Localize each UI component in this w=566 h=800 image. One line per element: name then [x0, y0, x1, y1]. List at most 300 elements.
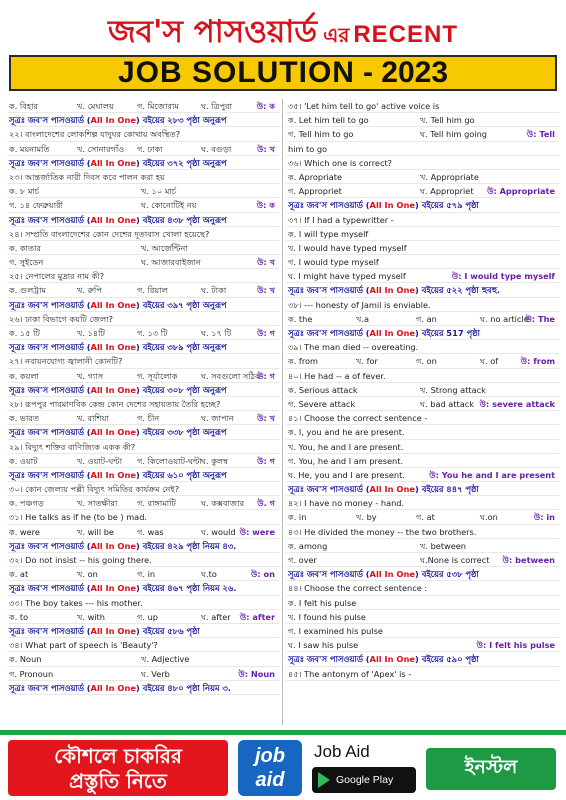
- option-text: গ. in: [137, 569, 156, 580]
- option-text: খ. by: [356, 512, 377, 523]
- option-text: গ. Pronoun: [9, 668, 54, 679]
- book-name: All In One: [90, 384, 137, 395]
- options-line: [286, 269, 559, 283]
- answer-label: উ: between: [502, 555, 555, 565]
- reference-text: ) বইয়ের ৪৪৭ পৃষ্ঠা: [415, 484, 479, 495]
- option-text: ঘ.None is correct: [420, 555, 490, 565]
- options-line: [7, 142, 279, 156]
- question-line: [7, 354, 279, 368]
- answer-label: উ: গ: [257, 370, 275, 381]
- reference-text: সূত্রঃ জব'স পাসওয়ার্ড (: [288, 285, 370, 296]
- answer-label: উ: খ: [257, 257, 275, 268]
- option-text: ঘ. I saw his pulse: [288, 640, 359, 651]
- option-text: ক. at: [9, 569, 29, 580]
- option-text: ক. ময়নামতি: [9, 143, 50, 154]
- answer-label: উ: on: [251, 569, 275, 580]
- answer-label: উ: I would type myself: [451, 271, 555, 282]
- reference-text: ) বইয়ের ৩৮৯ পৃষ্ঠা অনুরূপ: [136, 342, 227, 353]
- question-text: ৪২। I have no money - hand.: [288, 498, 405, 509]
- option-text: গ. an: [416, 313, 437, 324]
- options-line: [7, 184, 279, 198]
- book-name: All In One: [90, 299, 137, 310]
- question-line: [286, 227, 559, 241]
- option-text: ক. from: [288, 356, 318, 367]
- reference-text: সূত্রঃ জব'স পাসওয়ার্ড (: [288, 654, 370, 665]
- reference-text: ) বইয়ের ৩০৮ পৃষ্ঠা অনুরূপ: [136, 384, 227, 395]
- question-line: [286, 156, 559, 170]
- book-name: All In One: [90, 214, 137, 225]
- option-text: গ. ১৩ টি: [137, 328, 168, 338]
- banner-text: JOB SOLUTION: [117, 56, 355, 89]
- option-text: খ. for: [356, 356, 378, 367]
- option-text: ক. গুলট্রাম: [9, 285, 47, 296]
- book-name: All In One: [90, 469, 137, 480]
- options-line: [286, 468, 559, 482]
- option-text: ক. Apropriate: [288, 171, 343, 182]
- options-line: [286, 553, 559, 567]
- option-text: খ. মেঘালয়: [77, 101, 114, 111]
- option-text: খ. Appropriate: [420, 171, 479, 182]
- question-line: [7, 510, 279, 524]
- answer-label: উ: from: [520, 356, 555, 367]
- option-text: খ.a: [356, 313, 369, 324]
- question-line: [7, 127, 279, 141]
- question-text: ৩২। Do not insist -- his going there.: [9, 555, 152, 565]
- option-text: গ. Tell him to go: [288, 129, 354, 140]
- options-line: [7, 652, 279, 666]
- reference-text: সূত্রঃ জব'স পাসওয়ার্ড (: [9, 682, 91, 693]
- book-name: All In One: [369, 328, 416, 338]
- question-text: ৩৭। If I had a typewritter -: [288, 214, 394, 225]
- question-text: him to go: [288, 143, 328, 154]
- option-text: ক. Noun: [9, 654, 42, 665]
- reference-text: সূত্রঃ জব'স পাসওয়ার্ড (: [288, 328, 370, 338]
- answer-label: উ: You he and I are present: [429, 469, 555, 480]
- question-text: ৩৮। --- honesty of Jamil is enviable.: [288, 299, 431, 310]
- option-text: ক. Serious attack: [288, 384, 358, 395]
- question-text: ৪৫। The antonym of 'Apex' is -: [288, 668, 412, 679]
- book-name: All In One: [90, 583, 137, 594]
- reference-text: ) বইয়ের ৩৯৭ পৃষ্ঠা অনুরূপ: [136, 299, 227, 310]
- question-line: [7, 269, 279, 283]
- question-line: [286, 142, 559, 156]
- option-text: গ. was: [137, 526, 164, 537]
- option-text: ঘ. Appropriet: [420, 186, 474, 197]
- question-line: [7, 482, 279, 496]
- option-text: ঘ. কোনোটিই নয়: [141, 200, 197, 211]
- slogan-box: [8, 740, 228, 796]
- source-reference: [286, 326, 559, 340]
- option-text: ঘ. জাপান: [201, 413, 234, 424]
- reference-text: ) বইয়ের ৫৯০ পৃষ্ঠা: [415, 654, 479, 665]
- options-line: [7, 454, 279, 468]
- question-line: [286, 213, 559, 227]
- reference-text: ) বইয়ের ৫২২ পৃষ্ঠা হুবহু.: [415, 285, 501, 296]
- book-name: All In One: [369, 484, 416, 495]
- option-text: গ. সূর্যালোক: [137, 370, 178, 381]
- book-name: All In One: [369, 200, 416, 211]
- option-text: খ. Adjective: [141, 654, 190, 665]
- option-text: ঘ. bad attack: [420, 398, 474, 409]
- option-text: গ. ঢাকা: [137, 143, 163, 154]
- options-line: [286, 354, 559, 368]
- reference-text: সূত্রঃ জব'স পাসওয়ার্ড (: [9, 469, 91, 480]
- question-line: [7, 440, 279, 454]
- question-text: ২৮। রূপপুর পারমাণবিক কেন্দ্র কোন দেশের সহায়তায় তৈরি হচ্ছে?: [9, 398, 221, 409]
- slogan-line-2: প্রস্তুতি নিতে: [69, 769, 167, 793]
- options-line: [286, 184, 559, 198]
- option-text: খ. ১০ মার্চ: [141, 186, 177, 197]
- question-text: ৩৩। The boy takes --- his mother.: [9, 597, 143, 608]
- question-text: ক. I, you and he are present.: [288, 427, 405, 438]
- page-header: [0, 0, 566, 100]
- option-text: খ. রাশিয়া: [77, 413, 109, 424]
- source-reference: [7, 113, 279, 127]
- option-text: ক. ৮ মার্চ: [9, 186, 40, 197]
- question-line: [7, 227, 279, 241]
- option-text: ঘ. কুলম্ব: [201, 455, 228, 466]
- footer-accent-bar: [0, 730, 566, 735]
- option-text: খ. রুপি: [77, 285, 102, 296]
- options-line: [286, 539, 559, 553]
- question-line: [286, 241, 559, 255]
- option-text: খ. ওয়াট-ঘন্টা: [77, 455, 123, 466]
- reference-text: ) বইয়ের 517 পৃষ্ঠা: [415, 328, 480, 338]
- option-text: ঘ. He, you and I are present.: [288, 469, 405, 480]
- option-text: ঘ. টাকা: [201, 285, 227, 296]
- logo-line-1: job: [255, 745, 285, 767]
- option-text: গ. চীন: [137, 413, 160, 424]
- option-text: ক. বিহার: [9, 101, 39, 111]
- options-line: [7, 610, 279, 624]
- question-text: ৩৫। 'Let him tell to go' active voice is: [288, 101, 440, 111]
- question-text: ৩৯। The man died -- overeating.: [288, 342, 419, 353]
- right-column: [283, 99, 562, 725]
- option-text: ক. in: [288, 512, 307, 523]
- question-line: [7, 312, 279, 326]
- app-name: Job Aid: [314, 742, 370, 761]
- reference-text: ) বইয়ের ৩৩৮ পৃষ্ঠা অনুরূপ: [136, 427, 227, 438]
- question-text: ক. I will type myself: [288, 228, 369, 239]
- question-text: ৩৪। What part of speech is 'Beauty'?: [9, 640, 158, 651]
- option-text: গ. on: [416, 356, 437, 367]
- option-text: ক. ভারত: [9, 413, 40, 424]
- question-line: [286, 440, 559, 454]
- option-text: খ. আর্জেন্টিনা: [141, 242, 188, 253]
- source-reference: [7, 624, 279, 638]
- brand-title: জব'স পাসওয়ার্ড: [107, 14, 318, 50]
- source-reference: [286, 567, 559, 581]
- question-line: [286, 340, 559, 354]
- option-text: গ. over: [288, 555, 317, 565]
- question-text: খ. I would have typed myself: [288, 242, 407, 253]
- options-line: [7, 255, 279, 269]
- book-name: All In One: [369, 654, 416, 665]
- book-name: All In One: [90, 540, 137, 551]
- option-text: খ. সোনারগাঁও: [77, 143, 125, 154]
- options-line: [7, 198, 279, 212]
- book-name: All In One: [90, 625, 137, 636]
- reference-text: সূত্রঃ জব'স পাসওয়ার্ড (: [288, 200, 370, 211]
- reference-text: সূত্রঃ জব'স পাসওয়ার্ড (: [9, 427, 91, 438]
- answer-label: উ. গ: [257, 498, 275, 509]
- title-connector: এর: [323, 23, 350, 47]
- left-column: [4, 99, 283, 725]
- question-text: ২৩। আন্তর্জাতিক নারী দিবস কবে পালন করা হয়: [9, 171, 165, 182]
- option-text: খ. গ্যাস: [77, 370, 104, 381]
- reference-text: ) বইয়ের ৪৬৭ পৃষ্ঠা নিয়ম ২৬.: [136, 583, 237, 594]
- reference-text: ) বইয়ের ৫৮৬ পৃষ্ঠা: [136, 625, 200, 636]
- source-reference: [7, 468, 279, 482]
- option-text: খ. Tell him go: [420, 115, 475, 126]
- question-text: ২৫। নেপালের মুদ্রার নাম কী?: [9, 271, 105, 282]
- option-text: ঘ. Tell him going: [420, 129, 487, 140]
- option-text: ক. to: [9, 611, 29, 622]
- question-line: [286, 596, 559, 610]
- option-text: ঘ. ১৭ টি: [201, 328, 232, 338]
- question-text: গ. You, he and I am present.: [288, 455, 404, 466]
- question-text: ৪০। He had -- a of fever.: [288, 370, 386, 381]
- question-text: গ. I examined his pulse: [288, 625, 383, 636]
- reference-text: সূত্রঃ জব'স পাসওয়ার্ড (: [9, 384, 91, 395]
- option-text: গ. কিলোওয়াট-ঘন্টা: [137, 455, 202, 466]
- option-text: ঘ. Verb: [141, 668, 170, 679]
- question-text: খ. You, he and I are present.: [288, 441, 404, 452]
- book-name: All In One: [90, 427, 137, 438]
- option-text: খ. Strong attack: [420, 384, 486, 395]
- ad-footer[interactable]: [0, 726, 566, 800]
- option-text: গ. রিয়াল: [137, 285, 168, 296]
- options-line: [286, 113, 559, 127]
- option-text: ক. পঞ্চগড়: [9, 498, 44, 509]
- store-label: Google Play: [336, 774, 394, 786]
- slogan-line-1: কৌশলে চাকরির: [54, 744, 182, 768]
- question-line: [286, 525, 559, 539]
- source-reference: [7, 425, 279, 439]
- answer-label: উ: Appropriate: [487, 186, 555, 197]
- question-line: [7, 170, 279, 184]
- question-line: [286, 369, 559, 383]
- options-line: [286, 170, 559, 184]
- reference-text: ) বইয়ের ৫৩৮ পৃষ্ঠা: [415, 569, 479, 580]
- reference-text: ) বইয়ের ৫৭৯ পৃষ্ঠা: [415, 200, 479, 211]
- reference-text: ) বইয়ের ৪৮০ পৃষ্ঠা নিয়ম ৩.: [136, 682, 231, 693]
- option-text: ঘ. no article: [480, 313, 529, 324]
- question-line: [286, 298, 559, 312]
- reference-text: সূত্রঃ জব'স পাসওয়ার্ড (: [9, 157, 91, 168]
- option-text: ঘ. আজারবাইজান: [141, 257, 201, 268]
- question-line: [286, 411, 559, 425]
- option-text: ঘ.on: [480, 512, 498, 523]
- source-reference: [7, 213, 279, 227]
- source-reference: [286, 198, 559, 212]
- options-line: [7, 283, 279, 297]
- question-line: [286, 610, 559, 624]
- option-text: ক. কাতার: [9, 242, 42, 253]
- option-text: ঘ. কক্সবাজার: [201, 498, 245, 509]
- option-text: ক. among: [288, 540, 328, 551]
- reference-text: সূত্রঃ জব'স পাসওয়ার্ড (: [288, 484, 370, 495]
- question-text: ২৪। সম্প্রতি বাংলাদেশের কোন দেশের দূতাবাস খোলা হয়েছে?: [9, 228, 210, 239]
- answer-label: উ: ক: [256, 101, 275, 111]
- answer-label: উ: গ: [257, 455, 275, 466]
- option-text: ঘ. after: [201, 611, 231, 622]
- reference-text: সূত্রঃ জব'স পাসওয়ার্ড (: [9, 625, 91, 636]
- answer-label: উ: I felt his pulse: [476, 640, 555, 651]
- answer-label: উ: severe attack: [479, 398, 555, 409]
- reference-text: ) বইয়ের ২৮৩ পৃষ্ঠা অনুরূপ: [136, 115, 227, 126]
- options-line: [7, 496, 279, 510]
- answer-label: উ: after: [239, 611, 275, 622]
- source-reference: [286, 652, 559, 666]
- option-text: ঘ. ত্রিপুরা: [201, 101, 233, 111]
- reference-text: সূত্রঃ জব'স পাসওয়ার্ড (: [9, 540, 91, 551]
- google-play-badge[interactable]: [312, 767, 416, 793]
- option-text: ঘ. I might have typed myself: [288, 271, 406, 282]
- question-text: ২২। বাংলাদেশের লোকশিল্প যাদুঘর কোথায় অবস্থিত?: [9, 129, 181, 140]
- options-line: [7, 99, 279, 113]
- header-title: [0, 8, 566, 60]
- reference-text: ) বইয়ের ৪২৯ পৃষ্ঠা নিয়ম ৪৩.: [136, 540, 237, 551]
- install-button[interactable]: ইনস্টল: [426, 748, 556, 790]
- question-line: [7, 638, 279, 652]
- question-text: ৩০। কোন জেলায় পল্লী বিদ্যুৎ সমিতির কার্যক্রম নেই?: [9, 484, 180, 495]
- options-line: [7, 525, 279, 539]
- option-text: খ. ১৪টি: [77, 328, 106, 338]
- reference-text: ) বইয়ের ৩৭২ পৃষ্ঠা অনুরূপ: [136, 157, 227, 168]
- option-text: ঘ.to: [201, 569, 217, 580]
- question-text: গ. I would type myself: [288, 257, 379, 268]
- question-text: ২৯। বিদ্যুৎ শক্তির বাণিজ্যিক একক কী?: [9, 441, 136, 452]
- question-line: [286, 496, 559, 510]
- question-text: খ. I found his pulse: [288, 611, 366, 622]
- option-text: খ. will be: [77, 526, 114, 537]
- reference-text: সূত্রঃ জব'স পাসওয়ার্ড (: [9, 214, 91, 225]
- option-text: গ. up: [137, 611, 158, 622]
- options-line: [7, 241, 279, 255]
- book-name: All In One: [90, 682, 137, 693]
- question-text: ৩১। He talks as if he (to be ) mad.: [9, 512, 147, 523]
- option-text: খ. on: [77, 569, 98, 580]
- answer-label: উ: খ: [257, 413, 275, 424]
- option-text: ঘ. সবগুলো সঠিক: [201, 370, 261, 381]
- answer-label: উ: গ: [257, 328, 275, 338]
- reference-text: সূত্রঃ জব'স পাসওয়ার্ড (: [9, 115, 91, 126]
- option-text: গ. Appropriet: [288, 186, 342, 197]
- option-text: খ. সাতক্ষীরা: [77, 498, 118, 509]
- source-reference: [7, 156, 279, 170]
- option-text: খ. with: [77, 611, 105, 622]
- question-text: ৩৬। Which one is correct?: [288, 157, 393, 168]
- option-text: ক. ওয়াট: [9, 455, 38, 466]
- option-text: ক. Let him tell to go: [288, 115, 369, 126]
- answer-label: উ: খ: [257, 285, 275, 296]
- source-reference: [7, 681, 279, 695]
- question-line: [286, 624, 559, 638]
- options-line: [286, 638, 559, 652]
- book-name: All In One: [90, 157, 137, 168]
- option-text: গ. ১৪ ফেব্রুয়ারী: [9, 200, 63, 211]
- option-text: ক. were: [9, 526, 40, 537]
- book-name: All In One: [369, 569, 416, 580]
- question-line: [7, 553, 279, 567]
- options-line: [7, 567, 279, 581]
- option-text: গ. at: [416, 512, 435, 523]
- answer-label: উ: The: [525, 313, 555, 324]
- question-line: [7, 397, 279, 411]
- option-text: ক. কয়লা: [9, 370, 39, 381]
- book-name: All In One: [90, 115, 137, 126]
- option-text: গ. সুইডেন: [9, 257, 44, 268]
- option-text: গ. রাঙ্গামাটি: [137, 498, 176, 509]
- answer-label: উ: were: [239, 526, 275, 537]
- option-text: ঘ. would: [201, 526, 236, 537]
- banner-year: - 2023: [362, 56, 449, 89]
- options-line: [7, 369, 279, 383]
- answer-label: উ: খ: [257, 143, 275, 154]
- job-aid-logo[interactable]: [238, 740, 302, 796]
- question-columns: [4, 99, 562, 725]
- question-line: [286, 99, 559, 113]
- source-reference: [7, 298, 279, 312]
- reference-text: ) বইয়ের ৬১০ পৃষ্ঠা অনুরূপ: [136, 469, 227, 480]
- title-banner: [9, 55, 557, 91]
- answer-label: উ: in: [533, 512, 555, 523]
- answer-label: উ: Noun: [238, 668, 275, 679]
- source-reference: [7, 539, 279, 553]
- question-line: [7, 596, 279, 610]
- book-name: All In One: [369, 285, 416, 296]
- source-reference: [7, 581, 279, 595]
- options-line: [286, 383, 559, 397]
- source-reference: [7, 383, 279, 397]
- reference-text: সূত্রঃ জব'স পাসওয়ার্ড (: [9, 583, 91, 594]
- option-text: ক. ১৫ টি: [9, 328, 40, 338]
- question-text: ২৬। ঢাকা বিভাগে কয়টি জেলা?: [9, 313, 113, 324]
- play-store-icon: [318, 772, 330, 788]
- question-text: ৪১। Choose the correct sentence -: [288, 413, 428, 424]
- answer-label: উ: ক: [256, 200, 275, 211]
- question-line: [286, 255, 559, 269]
- reference-text: সূত্রঃ জব'স পাসওয়ার্ড (: [288, 569, 370, 580]
- option-text: ক. the: [288, 313, 313, 324]
- options-line: [286, 312, 559, 326]
- options-line: [286, 397, 559, 411]
- option-text: খ. between: [420, 540, 466, 551]
- option-text: গ. মিজোরাম: [137, 101, 179, 111]
- option-text: ঘ. of: [480, 356, 499, 367]
- question-line: [286, 425, 559, 439]
- options-line: [7, 326, 279, 340]
- logo-line-2: aid: [255, 769, 285, 791]
- question-text: ৪৪। Choose the correct sentence :: [288, 583, 428, 594]
- options-line: [286, 510, 559, 524]
- option-text: ঘ. বগুড়া: [201, 143, 232, 154]
- reference-text: সূত্রঃ জব'স পাসওয়ার্ড (: [9, 299, 91, 310]
- question-line: [286, 454, 559, 468]
- question-text: ২৭। নবায়নযোগ্য জ্বালানী কোনটি?: [9, 356, 123, 367]
- source-reference: [286, 482, 559, 496]
- question-text: ৪৩। He divided the money -- the two brothers.: [288, 526, 477, 537]
- question-line: [286, 581, 559, 595]
- question-text: ক. I felt his pulse: [288, 597, 357, 608]
- options-line: [7, 667, 279, 681]
- question-line: [286, 667, 559, 681]
- options-line: [7, 411, 279, 425]
- title-recent: RECENT: [353, 21, 459, 48]
- option-text: গ. Severe attack: [288, 398, 356, 409]
- book-name: All In One: [90, 342, 137, 353]
